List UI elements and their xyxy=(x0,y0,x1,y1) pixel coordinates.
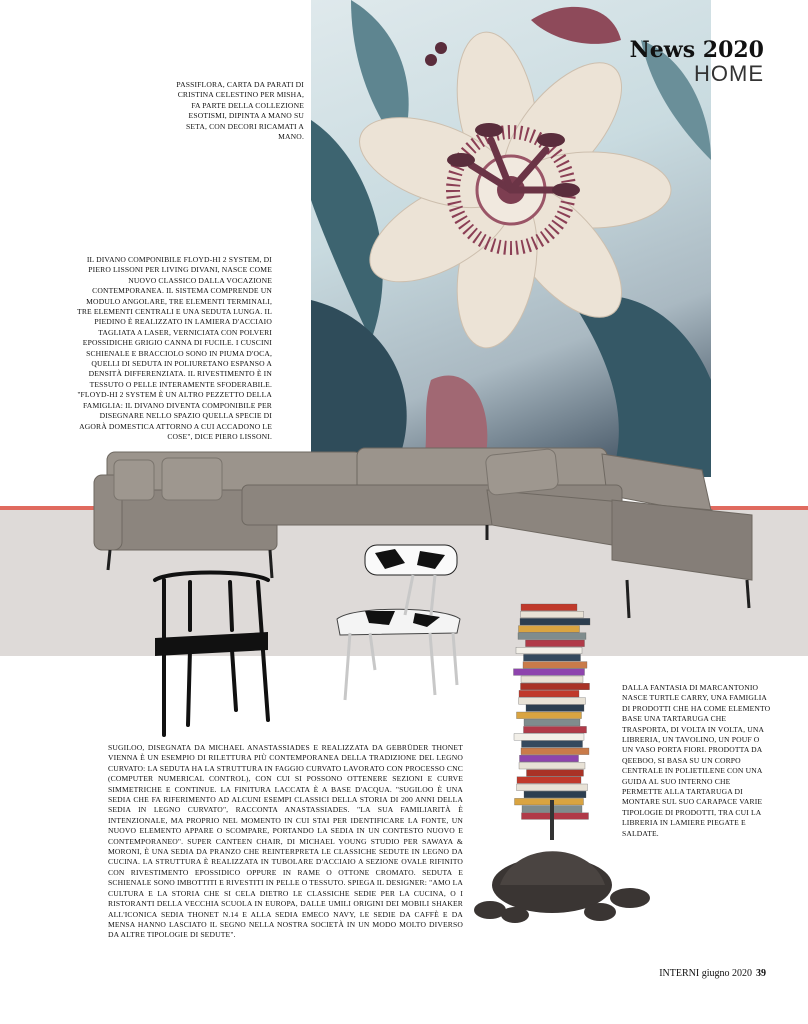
book xyxy=(526,705,584,712)
caption-sofa: IL DIVANO COMPONIBILE FLOYD-HI 2 SYSTEM, DI PIERO LISSONI PER LIVING DIVANI, NASCE COME NUOVO CLASSICO DALLA VOCAZIONE CONTEMPORANEA. IL SISTEMA COMPRENDE UN MODULO ANGOLARE, TRE ELEMENTI TERMINALI, TRE ELEMENTI CENTRALI E UNA SEDUTA LUNGA. IL PIEDINO È REALIZZATO IN LAMIERA D'ACCIAIO TAGLIATA A LASER, VERNICIATA CON POLVERI EPOSSIDICHE GRIGIO CANNA DI FUCILE. I CUSCINI SCHIENALE E BRACCIOLO SONO IN PIUMA D'OCA, QUELLI DI SEDUTA IN POLIURETANO ESPANSO A DENSITÀ DIFFERENZIATA. IL RIVESTIMENTO È IN TESSUTO O PELLE INTERAMENTE SFODERABILE. "FLOYD-HI 2 SYSTEM È UN ALTRO PEZZETTO DELLA FAMIGLIA: IL DIVANO DIVENTA COMPONIBILE PER DISEGNARE NELLO SPAZIO QUELLA SPECIE DI AGORÀ DOMESTICA ATTORNO A CUI ACCADONO LE COSE", DICE PIERO LISSONI. xyxy=(77,255,272,441)
header-title: News 2020 xyxy=(629,37,764,63)
super-canteen-chair xyxy=(335,545,465,705)
book xyxy=(523,662,587,669)
header-section: HOME xyxy=(694,61,764,86)
book xyxy=(524,791,586,798)
book xyxy=(524,654,581,661)
book xyxy=(518,633,586,640)
book xyxy=(520,618,590,625)
book xyxy=(522,813,589,820)
caption-bookcase: DALLA FANTASIA DI MARCANTONIO NASCE TURTLE CARRY, UNA FAMIGLIA DI PRODOTTI CHE HA COME ELEMENTO BASE UNA TARTARUGA CHE TRASPORTA, DI VOLTA IN VOLTA, UNA LIBRERIA, UN TAVOLINO, UN POUF O UN VASO PORTA FIORI. PRODOTTA DA QEEBOO, SI BASA SU UN CORPO CENTRALE IN POLIETILENE CON UNA GUIDA AL SUO INTERNO CHE PERMETTE ALLA TARTARUGA DI MONTARE SUL SUO CARAPACE VARIE TIPOLOGIE DI PRODOTTI, TRA CUI LA LIBRERIA IN LAMIERE PIEGATE E SALDATE. xyxy=(622,683,771,838)
book xyxy=(517,777,581,784)
book xyxy=(519,690,579,697)
book xyxy=(521,676,583,683)
magazine-issue: INTERNI giugno 2020 xyxy=(659,968,752,979)
book xyxy=(521,683,590,690)
caption-chairs: SUGILOO, DISEGNATA DA MICHAEL ANASTASSIADES E REALIZZATA DA GEBRÜDER THONET VIENNA È UN ESEMPIO DI RILETTURA PIÙ CONTEMPORANEA DELLA TRADIZIONE DEL LEGNO CURVATO: LA SEDUTA HA LA STRUTTURA IN FAGGIO CURVATO LAVORATO CON PROCESSO CNC (COMPUTER NUMERICAL CONTROL), CON CUI SI POSSONO OTTENERE SEZIONI E CURVE SIMMETRICHE E CONTINUE. LA FINITURA LACCATA È A BASE D'ACQUA. "SUGILOO È UNA SEDIA CHE FA RIFERIMENTO AD ALCUNI ESEMPI CLASSICI DELLA STORIA DI 200 ANNI DELLA SEDIA IN LEGNO CURVATO", RACCONTA ANASTASSIADES. "LA SUA FAMILIARITÀ È INTENZIONALE, MA PROPRIO NEL MOMENTO IN CUI STAI PER IDENTIFICARE LA FONTE, UN NUOVO ELEMENTO APPARE O SCOMPARE, PORTANDO LA SEDIA IN UN CONTESTO NUOVO E CONTEMPORANEO". SUPER CANTEEN CHAIR, DI MICHAEL YOUNG STUDIO PER SAWAYA & MORONI, È UNA SEDIA DA PRANZO CHE REINTERPRETA LE CLASSICHE SEDUTE IN LEGNO DA CUCINA. LA STRUTTURA È REALIZZATA IN TUBOLARE D'ACCIAIO A SEZIONE OVALE RIFINITO CON RIVESTIMENTO EPOSSIDICO OPPURE IN RAME O OTTONE CROMATO. SEDUTA E SCHIENALE SONO IMBOTTITI E RIVESTITI IN PELLE O TESSUTO. SPIEGA IL DESIGNER: "AMO LA CULTURA E LA STORIA CHE SI CELA DIETRO LE CLASSICHE SEDIE PER LA CUCINA, O I RISTORANTI DELLA VECCHIA SCUOLA IN EUROPA, DALLE UMILI ORIGINI DEI MOBILI SHAKER ALL'ICONICA SEDIA THONET N.14 E ALLA SEDIA EMECO NAVY, LE SEDIE DA CAFFÈ E DA MENSA HANNO LASCIATO IL SEGNO NELLA NOSTRA SOCIETÀ IN UN MODO MOLTO DIVERSO DA ALTRE TIPOLOGIE DI SEDUTE". xyxy=(108,743,463,940)
page-footer xyxy=(659,968,766,979)
section-header xyxy=(630,38,764,86)
book xyxy=(521,611,584,618)
book xyxy=(521,748,589,755)
book xyxy=(524,726,587,733)
book xyxy=(516,647,582,654)
chair-sugiloo xyxy=(150,570,275,735)
book xyxy=(515,798,584,805)
book xyxy=(526,640,585,647)
book xyxy=(520,755,579,762)
book xyxy=(519,626,580,633)
book xyxy=(519,698,586,705)
book xyxy=(517,712,582,719)
book xyxy=(524,719,580,726)
book xyxy=(527,770,584,777)
book xyxy=(519,762,585,769)
page-number: 39 xyxy=(756,968,766,979)
book xyxy=(522,741,583,748)
book xyxy=(514,669,585,676)
book xyxy=(521,604,577,611)
book xyxy=(514,734,584,741)
caption-wallpaper: PASSIFLORA, CARTA DA PARATI DI CRISTINA CELESTINO PER MISHA, FA PARTE DELLA COLLEZIONE ESOTISMI, DIPINTA A MANO SU SETA, CON DECORI RICAMATI A MANO. xyxy=(176,80,304,142)
book xyxy=(517,784,588,791)
